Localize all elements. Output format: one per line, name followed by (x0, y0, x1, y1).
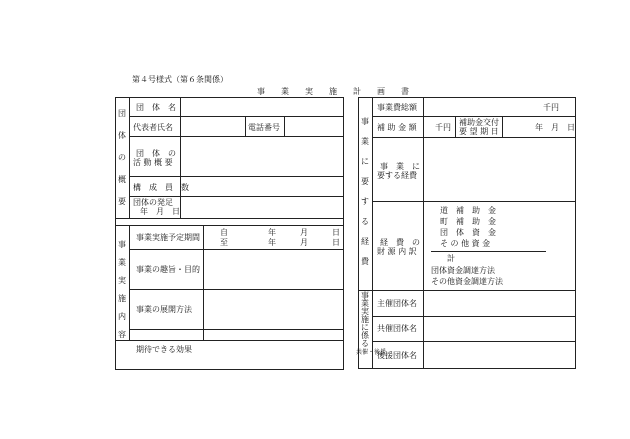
cohost-support-label: 共催・後援 (356, 349, 387, 356)
group-overview-vertical-label: 団 体 の 概 要 (118, 109, 126, 206)
project-content-vertical-label: 事 業 実 施 内 容 (118, 240, 126, 339)
support-org-label: 後援団体名 (377, 351, 417, 360)
members-field[interactable] (181, 177, 343, 196)
support-org-field[interactable] (424, 342, 575, 368)
required-cost-label-line2: 要する経費 (377, 171, 417, 180)
request-date-label-line2: 要 望 期 日 (459, 127, 499, 136)
founded-label-line2: 年 月 日 (140, 207, 180, 216)
activities-label-line1: 団 体 の (136, 149, 176, 158)
period-from-date[interactable]: 年 月 日 (268, 228, 340, 237)
required-cost-label-line1: 事 業 に (380, 162, 420, 171)
form-number-label: 第４号様式（第６条関係） (132, 75, 228, 84)
period-label: 事業実施予定期間 (136, 233, 200, 242)
phone-label: 電話番号 (248, 123, 280, 132)
representative-name-field[interactable] (181, 117, 244, 136)
group-funding-method: 団体資金調達方法 (431, 266, 495, 275)
purpose-label: 事業の趣旨・目的 (136, 265, 200, 274)
cohost-org-field[interactable] (424, 317, 575, 341)
activities-field[interactable] (181, 137, 343, 176)
org-name-field[interactable] (181, 98, 343, 116)
funding-item-prefecture: 道 補 助 金 (440, 206, 496, 215)
period-from-label: 自 (220, 228, 228, 237)
funding-breakdown-label-line1: 経 費 の (380, 238, 420, 247)
funding-item-group: 団 体 資 金 (440, 228, 496, 237)
other-funding-method: その他資金調達方法 (431, 277, 503, 286)
required-cost-field[interactable] (424, 138, 575, 201)
funding-breakdown-label-line2: 財 源 内 訳 (377, 247, 417, 256)
funding-item-other: そ の 他 資 金 (440, 239, 491, 248)
request-date-label-line1: 補助金交付 (459, 118, 499, 127)
total-cost-unit: 千円 (543, 103, 559, 112)
funding-total-label: 計 (447, 254, 455, 263)
host-org-label: 主催団体名 (377, 299, 417, 308)
request-date-value[interactable]: 年 月 日 (535, 123, 575, 132)
activities-label-line2: 活 動 概 要 (133, 158, 173, 167)
cohost-org-label: 共催団体名 (377, 324, 417, 333)
total-cost-label: 事業費総額 (377, 103, 417, 112)
founded-label-line1: 団体の発足 (133, 198, 173, 207)
host-org-field[interactable] (424, 291, 575, 316)
representative-name-label: 代表者氏名 (133, 123, 173, 132)
document-title: 事 業 実 施 計 画 書 (257, 87, 409, 96)
period-to-label: 至 (220, 238, 228, 247)
funding-item-town: 町 補 助 金 (440, 217, 496, 226)
organizers-vertical-label: 事 業 実 施 に 係 る (361, 291, 369, 348)
project-cost-vertical-label: 事 業 に 要 す る 経 費 (361, 117, 369, 266)
effect-label: 期待できる効果 (136, 345, 192, 354)
founded-field[interactable] (181, 197, 343, 218)
phone-field[interactable] (285, 117, 343, 136)
project-table-frame (115, 225, 344, 370)
plan-label: 事業の展開方法 (136, 305, 192, 314)
subsidy-amount-label: 補 助 金 額 (377, 123, 417, 132)
period-to-date[interactable]: 年 月 日 (268, 238, 340, 247)
subsidy-amount-unit: 千円 (435, 123, 451, 132)
org-name-label: 団 体 名 (136, 103, 176, 112)
members-label: 構 成 員 数 (133, 183, 189, 192)
